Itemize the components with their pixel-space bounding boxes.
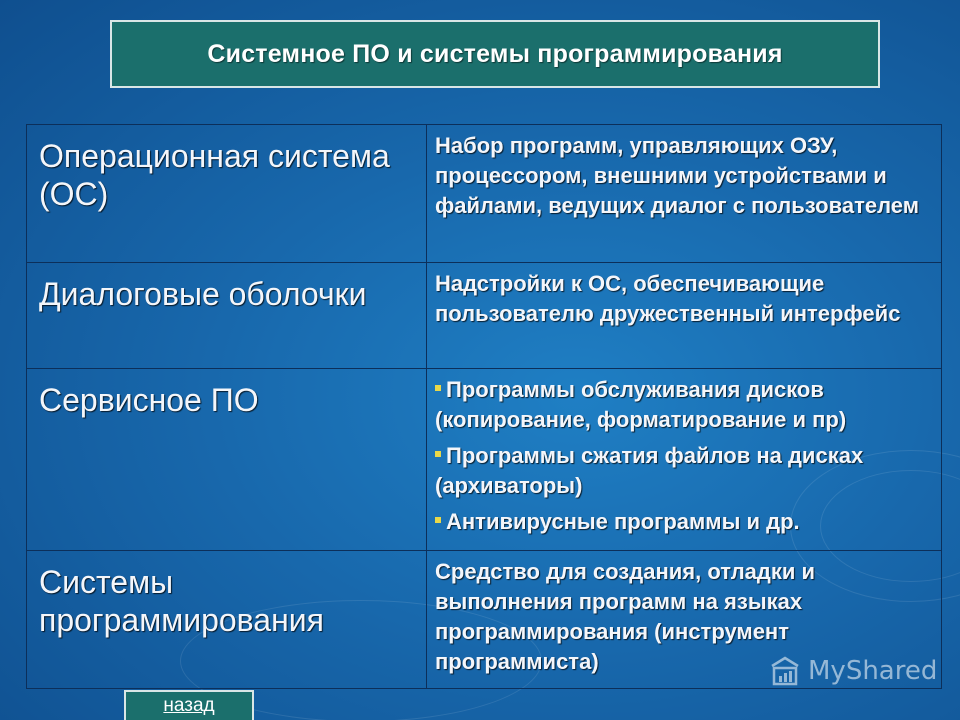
myshared-logo-icon (768, 654, 802, 688)
square-bullet-icon (435, 517, 441, 523)
term-cell: Системы программирования (27, 551, 427, 689)
watermark-text: MyShared (808, 656, 938, 686)
back-link[interactable]: назад (163, 695, 215, 716)
table-row (27, 263, 942, 369)
description-cell: Надстройки к ОС, обеспечивающие пользователю дружественный интерфейс (427, 263, 942, 369)
term-cell: Сервисное ПО (27, 369, 427, 551)
watermark (768, 654, 937, 688)
list-item (435, 507, 931, 537)
description-cell: Средство для создания, отладки и выполнения программ на языках программирования (инструмент программиста) (427, 551, 942, 689)
square-bullet-icon (435, 451, 441, 457)
square-bullet-icon (435, 385, 441, 391)
slide-title-box (110, 20, 880, 88)
list-item-text: Программы обслуживания дисков (копирование, форматирование и пр) (435, 377, 847, 432)
back-button[interactable] (124, 690, 254, 720)
description-cell: Набор программ, управляющих ОЗУ, процессором, внешними устройствами и файлами, ведущих диалог с пользователем (427, 125, 942, 263)
description-cell (427, 369, 942, 551)
term-cell: Операционная система (ОС) (27, 125, 427, 263)
term-cell: Диалоговые оболочки (27, 263, 427, 369)
slide-title: Системное ПО и системы программирования (207, 39, 783, 68)
table-row (27, 369, 942, 551)
list-item-text: Антивирусные программы и др. (446, 509, 800, 534)
table-row (27, 125, 942, 263)
list-item (435, 441, 931, 501)
list-item (435, 375, 931, 435)
definitions-table (26, 124, 942, 689)
list-item-text: Программы сжатия файлов на дисках (архиваторы) (435, 443, 864, 498)
